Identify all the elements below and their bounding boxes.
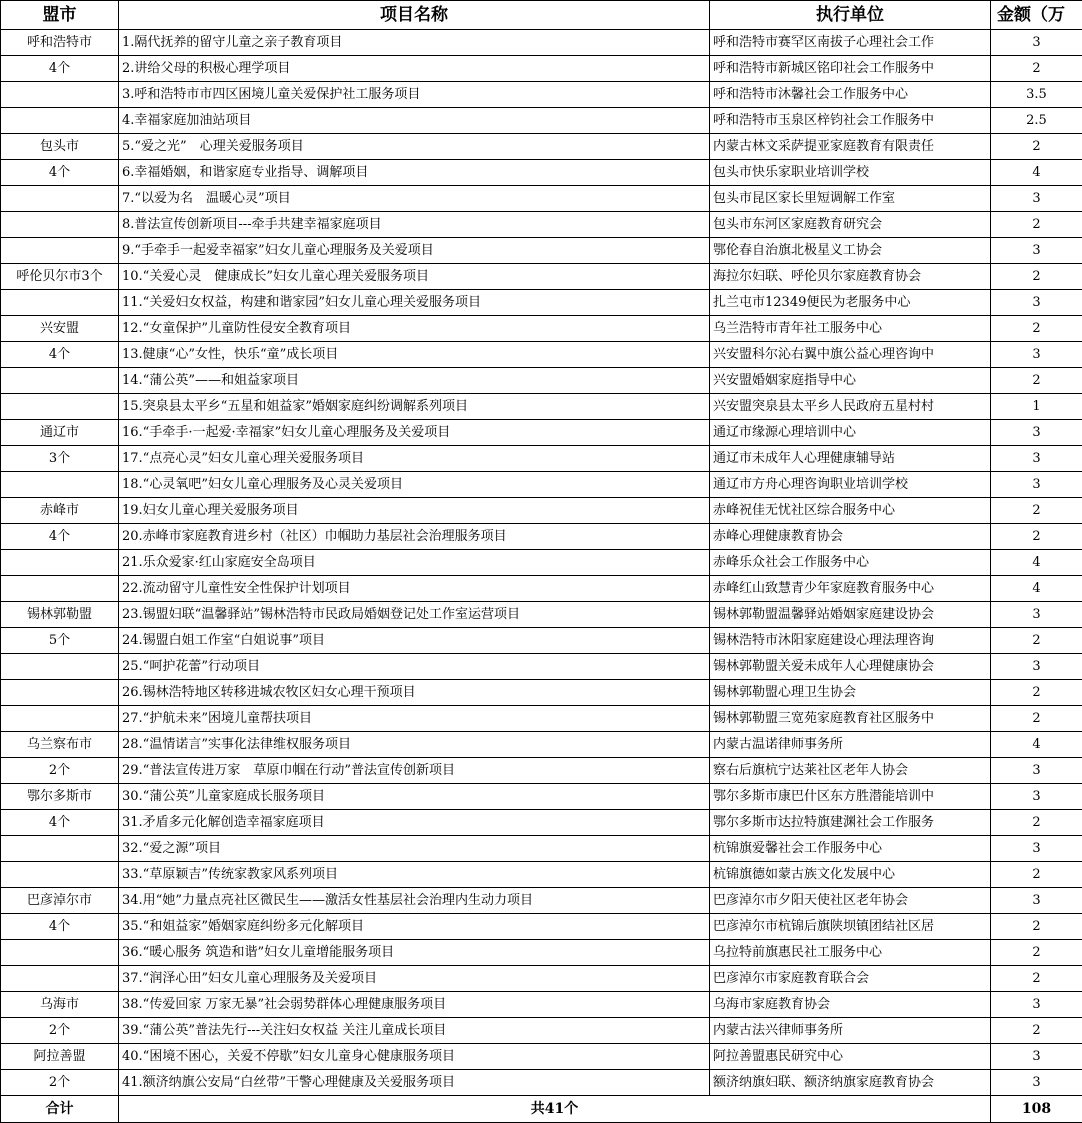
amount-cell: 3 xyxy=(991,758,1082,784)
table-row xyxy=(1,966,1082,992)
amount-cell: 2 xyxy=(991,914,1082,940)
city-cell: 锡林郭勒盟 xyxy=(1,602,119,628)
executing-unit-cell: 锡林郭勒盟三宽苑家庭教育社区服务中 xyxy=(710,706,991,732)
amount-cell: 2 xyxy=(991,264,1082,290)
city-cell: 2个 xyxy=(1,758,119,784)
city-cell: 4个 xyxy=(1,342,119,368)
project-name-cell: 18.“心灵氧吧”妇女儿童心理服务及心灵关爱项目 xyxy=(119,472,710,498)
executing-unit-cell: 呼和浩特市赛罕区南拔子心理社会工作 xyxy=(710,30,991,56)
table-footer xyxy=(1,1096,1082,1123)
project-name-cell: 35.“和姐益家”婚姻家庭纠纷多元化解项目 xyxy=(119,914,710,940)
table-row xyxy=(1,680,1082,706)
executing-unit-cell: 呼和浩特市新城区铭印社会工作服务中 xyxy=(710,56,991,82)
executing-unit-cell: 巴彦淖尔市家庭教育联合会 xyxy=(710,966,991,992)
executing-unit-cell: 内蒙古林文采萨提亚家庭教育有限责任 xyxy=(710,134,991,160)
city-cell: 5个 xyxy=(1,628,119,654)
table-row xyxy=(1,1044,1082,1070)
executing-unit-cell: 呼和浩特市沐馨社会工作服务中心 xyxy=(710,82,991,108)
amount-cell: 3 xyxy=(991,446,1082,472)
table-row xyxy=(1,1018,1082,1044)
amount-cell: 3 xyxy=(991,472,1082,498)
amount-cell: 3 xyxy=(991,784,1082,810)
table-row xyxy=(1,758,1082,784)
project-name-cell: 3.呼和浩特市市四区困境儿童关爱保护社工服务项目 xyxy=(119,82,710,108)
city-cell xyxy=(1,394,119,420)
executing-unit-cell: 锡林郭勒盟温馨驿站婚姻家庭建设协会 xyxy=(710,602,991,628)
total-row xyxy=(1,1096,1082,1123)
project-name-cell: 41.额济纳旗公安局“白丝带”干警心理健康及关爱服务项目 xyxy=(119,1070,710,1096)
table-header xyxy=(1,1,1082,30)
executing-unit-cell: 呼和浩特市玉泉区梓钧社会工作服务中 xyxy=(710,108,991,134)
city-cell xyxy=(1,472,119,498)
executing-unit-cell: 通辽市缘源心理培训中心 xyxy=(710,420,991,446)
executing-unit-cell: 乌拉特前旗惠民社工服务中心 xyxy=(710,940,991,966)
executing-unit-cell: 包头市东河区家庭教育研究会 xyxy=(710,212,991,238)
table-row xyxy=(1,290,1082,316)
table-row xyxy=(1,446,1082,472)
table-row xyxy=(1,940,1082,966)
executing-unit-cell: 包头市昆区家长里短调解工作室 xyxy=(710,186,991,212)
project-name-cell: 10.“关爱心灵 健康成长”妇女儿童心理关爱服务项目 xyxy=(119,264,710,290)
city-cell xyxy=(1,550,119,576)
project-name-cell: 29.“普法宣传进万家 草原巾帼在行动”普法宣传创新项目 xyxy=(119,758,710,784)
table-row xyxy=(1,862,1082,888)
amount-cell: 4 xyxy=(991,550,1082,576)
amount-cell: 4 xyxy=(991,576,1082,602)
header-project: 项目名称 xyxy=(119,1,710,30)
header-unit: 执行单位 xyxy=(710,1,991,30)
project-name-cell: 8.普法宣传创新项目---牵手共建幸福家庭项目 xyxy=(119,212,710,238)
amount-cell: 3 xyxy=(991,30,1082,56)
city-cell xyxy=(1,368,119,394)
city-cell xyxy=(1,576,119,602)
amount-cell: 3 xyxy=(991,290,1082,316)
table-row xyxy=(1,732,1082,758)
project-name-cell: 5.“爱之光” 心理关爱服务项目 xyxy=(119,134,710,160)
amount-cell: 2 xyxy=(991,1018,1082,1044)
amount-cell: 3 xyxy=(991,836,1082,862)
city-cell xyxy=(1,290,119,316)
executing-unit-cell: 察右后旗杭宁达莱社区老年人协会 xyxy=(710,758,991,784)
project-name-cell: 9.“手牵手一起爱幸福家”妇女儿童心理服务及关爱项目 xyxy=(119,238,710,264)
executing-unit-cell: 鄂伦春自治旗北极星义工协会 xyxy=(710,238,991,264)
executing-unit-cell: 赤峰心理健康教育协会 xyxy=(710,524,991,550)
project-name-cell: 19.妇女儿童心理关爱服务项目 xyxy=(119,498,710,524)
project-name-cell: 39.“蒲公英”普法先行---关注妇女权益 关注儿童成长项目 xyxy=(119,1018,710,1044)
executing-unit-cell: 赤峰乐众社会工作服务中心 xyxy=(710,550,991,576)
executing-unit-cell: 兴安盟科尔沁右翼中旗公益心理咨询中 xyxy=(710,342,991,368)
project-name-cell: 32.“爱之源”项目 xyxy=(119,836,710,862)
city-cell: 2个 xyxy=(1,1018,119,1044)
project-name-cell: 38.“传爱回家 万家无暴”社会弱势群体心理健康服务项目 xyxy=(119,992,710,1018)
project-name-cell: 6.幸福婚姻，和谐家庭专业指导、调解项目 xyxy=(119,160,710,186)
city-cell xyxy=(1,186,119,212)
city-cell: 乌海市 xyxy=(1,992,119,1018)
project-name-cell: 1.隔代抚养的留守儿童之亲子教育项目 xyxy=(119,30,710,56)
executing-unit-cell: 锡林郭勒盟关爱未成年人心理健康协会 xyxy=(710,654,991,680)
executing-unit-cell: 巴彦淖尔市夕阳天使社区老年协会 xyxy=(710,888,991,914)
executing-unit-cell: 乌兰浩特市青年社工服务中心 xyxy=(710,316,991,342)
amount-cell: 2 xyxy=(991,56,1082,82)
amount-cell: 3 xyxy=(991,238,1082,264)
executing-unit-cell: 赤峰红山致慧青少年家庭教育服务中心 xyxy=(710,576,991,602)
table-row xyxy=(1,238,1082,264)
city-cell xyxy=(1,940,119,966)
city-cell: 2个 xyxy=(1,1070,119,1096)
table-row xyxy=(1,550,1082,576)
amount-cell: 3 xyxy=(991,1044,1082,1070)
total-amount: 108 xyxy=(991,1096,1082,1123)
amount-cell: 2 xyxy=(991,212,1082,238)
city-cell: 4个 xyxy=(1,524,119,550)
city-cell: 阿拉善盟 xyxy=(1,1044,119,1070)
project-name-cell: 15.突泉县太平乡“五星和姐益家”婚姻家庭纠纷调解系列项目 xyxy=(119,394,710,420)
amount-cell: 2 xyxy=(991,680,1082,706)
city-cell xyxy=(1,862,119,888)
amount-cell: 1 xyxy=(991,394,1082,420)
table-row xyxy=(1,134,1082,160)
project-name-cell: 34.用“她”力量点亮社区微民生——激活女性基层社会治理内生动力项目 xyxy=(119,888,710,914)
executing-unit-cell: 额济纳旗妇联、额济纳旗家庭教育协会 xyxy=(710,1070,991,1096)
amount-cell: 2.5 xyxy=(991,108,1082,134)
city-cell: 巴彦淖尔市 xyxy=(1,888,119,914)
city-cell: 乌兰察布市 xyxy=(1,732,119,758)
executing-unit-cell: 鄂尔多斯市康巴什区东方胜潜能培训中 xyxy=(710,784,991,810)
table-row xyxy=(1,914,1082,940)
table-row xyxy=(1,316,1082,342)
amount-cell: 2 xyxy=(991,134,1082,160)
amount-cell: 4 xyxy=(991,160,1082,186)
project-name-cell: 31.矛盾多元化解创造幸福家庭项目 xyxy=(119,810,710,836)
executing-unit-cell: 巴彦淖尔市杭锦后旗陕坝镇团结社区居 xyxy=(710,914,991,940)
project-name-cell: 14.“蒲公英”——和姐益家项目 xyxy=(119,368,710,394)
amount-cell: 4 xyxy=(991,732,1082,758)
table-row xyxy=(1,1070,1082,1096)
amount-cell: 2 xyxy=(991,966,1082,992)
table-row xyxy=(1,160,1082,186)
amount-cell: 3 xyxy=(991,1070,1082,1096)
project-name-cell: 7.“以爱为名 温暖心灵”项目 xyxy=(119,186,710,212)
table-row xyxy=(1,186,1082,212)
table-row xyxy=(1,394,1082,420)
amount-cell: 3 xyxy=(991,654,1082,680)
project-name-cell: 40.“困境不困心，关爱不停歇”妇女儿童身心健康服务项目 xyxy=(119,1044,710,1070)
table-row xyxy=(1,576,1082,602)
amount-cell: 3 xyxy=(991,602,1082,628)
project-name-cell: 30.“蒲公英”儿童家庭成长服务项目 xyxy=(119,784,710,810)
project-name-cell: 23.锡盟妇联“温馨驿站”锡林浩特市民政局婚姻登记处工作室运营项目 xyxy=(119,602,710,628)
table-row xyxy=(1,56,1082,82)
executing-unit-cell: 通辽市方舟心理咨询职业培训学校 xyxy=(710,472,991,498)
executing-unit-cell: 海拉尔妇联、呼伦贝尔家庭教育协会 xyxy=(710,264,991,290)
total-count: 共41个 xyxy=(119,1096,991,1123)
project-name-cell: 21.乐众爱家·红山家庭安全岛项目 xyxy=(119,550,710,576)
amount-cell: 2 xyxy=(991,498,1082,524)
amount-cell: 3 xyxy=(991,992,1082,1018)
amount-cell: 3 xyxy=(991,420,1082,446)
executing-unit-cell: 杭锦旗爱馨社会工作服务中心 xyxy=(710,836,991,862)
city-cell: 4个 xyxy=(1,914,119,940)
amount-cell: 3.5 xyxy=(991,82,1082,108)
city-cell xyxy=(1,238,119,264)
city-cell xyxy=(1,966,119,992)
table-row xyxy=(1,784,1082,810)
project-name-cell: 13.健康“心”女性，快乐“童”成长项目 xyxy=(119,342,710,368)
table-row xyxy=(1,368,1082,394)
table-row xyxy=(1,82,1082,108)
table-row xyxy=(1,888,1082,914)
table-row xyxy=(1,602,1082,628)
amount-cell: 2 xyxy=(991,368,1082,394)
table-row xyxy=(1,212,1082,238)
city-cell: 4个 xyxy=(1,810,119,836)
executing-unit-cell: 兴安盟婚姻家庭指导中心 xyxy=(710,368,991,394)
city-cell: 呼和浩特市 xyxy=(1,30,119,56)
project-name-cell: 4.幸福家庭加油站项目 xyxy=(119,108,710,134)
project-name-cell: 2.讲给父母的积极心理学项目 xyxy=(119,56,710,82)
table-row xyxy=(1,992,1082,1018)
table-row xyxy=(1,628,1082,654)
city-cell: 通辽市 xyxy=(1,420,119,446)
amount-cell: 2 xyxy=(991,940,1082,966)
table-row xyxy=(1,108,1082,134)
amount-cell: 2 xyxy=(991,706,1082,732)
executing-unit-cell: 锡林浩特市沐阳家庭建设心理法理咨询 xyxy=(710,628,991,654)
table-row xyxy=(1,654,1082,680)
city-cell: 呼伦贝尔市3个 xyxy=(1,264,119,290)
city-cell: 3个 xyxy=(1,446,119,472)
table-row xyxy=(1,524,1082,550)
header-row xyxy=(1,1,1082,30)
executing-unit-cell: 锡林郭勒盟心理卫生协会 xyxy=(710,680,991,706)
executing-unit-cell: 内蒙古温诺律师事务所 xyxy=(710,732,991,758)
header-amount: 金额（万 xyxy=(991,1,1082,30)
amount-cell: 2 xyxy=(991,862,1082,888)
table-row xyxy=(1,706,1082,732)
table-row xyxy=(1,498,1082,524)
table-row xyxy=(1,264,1082,290)
project-name-cell: 11.“关爱妇女权益，构建和谐家园”妇女儿童心理关爱服务项目 xyxy=(119,290,710,316)
executing-unit-cell: 乌海市家庭教育协会 xyxy=(710,992,991,1018)
amount-cell: 2 xyxy=(991,316,1082,342)
project-name-cell: 33.“草原颖吉”传统家教家风系列项目 xyxy=(119,862,710,888)
city-cell: 包头市 xyxy=(1,134,119,160)
amount-cell: 3 xyxy=(991,888,1082,914)
amount-cell: 3 xyxy=(991,186,1082,212)
executing-unit-cell: 包头市快乐家职业培训学校 xyxy=(710,160,991,186)
city-cell xyxy=(1,212,119,238)
city-cell xyxy=(1,654,119,680)
executing-unit-cell: 通辽市未成年人心理健康辅导站 xyxy=(710,446,991,472)
executing-unit-cell: 阿拉善盟惠民研究中心 xyxy=(710,1044,991,1070)
table-row xyxy=(1,810,1082,836)
project-name-cell: 37.“润泽心田”妇女儿童心理服务及关爱项目 xyxy=(119,966,710,992)
amount-cell: 2 xyxy=(991,524,1082,550)
city-cell xyxy=(1,108,119,134)
table-row xyxy=(1,30,1082,56)
project-name-cell: 28.“温情诺言”实事化法律维权服务项目 xyxy=(119,732,710,758)
project-name-cell: 27.“护航未来”困境儿童帮扶项目 xyxy=(119,706,710,732)
city-cell: 4个 xyxy=(1,160,119,186)
project-name-cell: 16.“手牵手·一起爱·幸福家”妇女儿童心理服务及关爱项目 xyxy=(119,420,710,446)
amount-cell: 3 xyxy=(991,342,1082,368)
header-city: 盟市 xyxy=(1,1,119,30)
table-row xyxy=(1,836,1082,862)
table-row xyxy=(1,420,1082,446)
project-name-cell: 20.赤峰市家庭教育进乡村（社区）巾帼助力基层社会治理服务项目 xyxy=(119,524,710,550)
city-cell xyxy=(1,706,119,732)
city-cell: 赤峰市 xyxy=(1,498,119,524)
city-cell xyxy=(1,680,119,706)
project-name-cell: 12.“女童保护”儿童防性侵安全教育项目 xyxy=(119,316,710,342)
amount-cell: 2 xyxy=(991,628,1082,654)
project-name-cell: 17.“点亮心灵”妇女儿童心理关爱服务项目 xyxy=(119,446,710,472)
executing-unit-cell: 杭锦旗德如蒙古族文化发展中心 xyxy=(710,862,991,888)
executing-unit-cell: 赤峰祝佳无忧社区综合服务中心 xyxy=(710,498,991,524)
executing-unit-cell: 扎兰屯市12349便民为老服务中心 xyxy=(710,290,991,316)
executing-unit-cell: 内蒙古法兴律师事务所 xyxy=(710,1018,991,1044)
table-row xyxy=(1,472,1082,498)
city-cell: 鄂尔多斯市 xyxy=(1,784,119,810)
executing-unit-cell: 兴安盟突泉县太平乡人民政府五星村村 xyxy=(710,394,991,420)
amount-cell: 2 xyxy=(991,810,1082,836)
project-name-cell: 25.“呵护花蕾”行动项目 xyxy=(119,654,710,680)
city-cell: 兴安盟 xyxy=(1,316,119,342)
total-label: 合计 xyxy=(1,1096,119,1123)
city-cell xyxy=(1,836,119,862)
project-name-cell: 36.“暖心服务 筑造和谐”妇女儿童增能服务项目 xyxy=(119,940,710,966)
executing-unit-cell: 鄂尔多斯市达拉特旗建渊社会工作服务 xyxy=(710,810,991,836)
project-name-cell: 22.流动留守儿童性安全性保护计划项目 xyxy=(119,576,710,602)
table-row xyxy=(1,342,1082,368)
city-cell xyxy=(1,82,119,108)
project-name-cell: 24.锡盟白姐工作室“白姐说事”项目 xyxy=(119,628,710,654)
project-name-cell: 26.锡林浩特地区转移进城农牧区妇女心理干预项目 xyxy=(119,680,710,706)
city-cell: 4个 xyxy=(1,56,119,82)
table-body xyxy=(1,30,1082,1096)
